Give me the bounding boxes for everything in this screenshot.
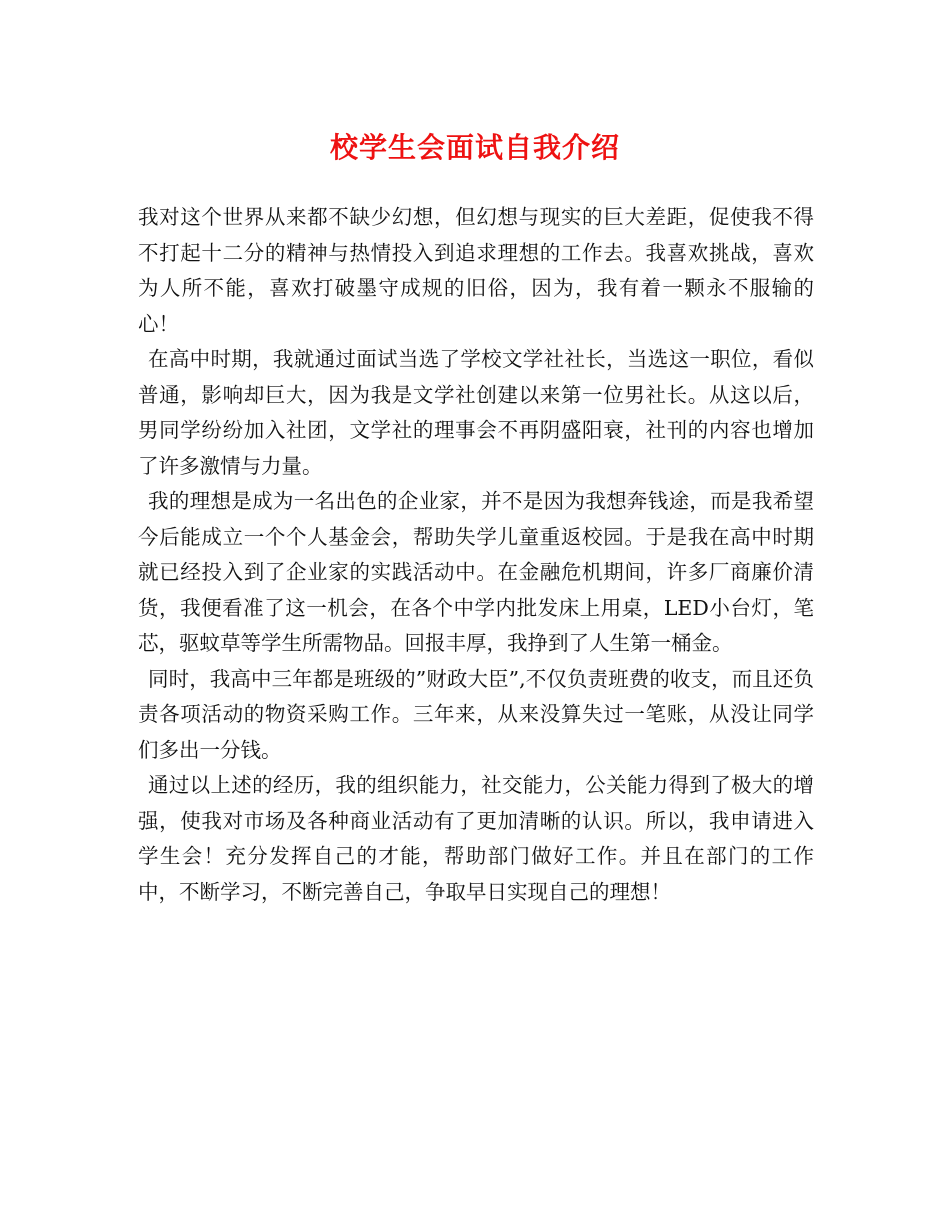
paragraph-conclusion: 通过以上述的经历，我的组织能力，社交能力，公关能力得到了极大的增强，使我对市场及各种商业活动有了更加清晰的认识。所以，我申请进入学生会！充分发挥自己的才能，帮助部门做好工作。并且在部门的工作中，不断学习，不断完善自己，争取早日实现自己的理想！ [138, 773, 814, 904]
document-title: 校学生会面试自我介绍 [329, 131, 620, 164]
paragraph-finance-minister: 同时，我高中三年都是班级的”财政大臣”,不仅负责班费的收支，而且还负责各项活动的物资采购工作。三年来，从来没算失过一笔账，从没让同学们多出一分钱。 [138, 666, 814, 762]
paragraph-intro: 我对这个世界从来都不缺少幻想，但幻想与现实的巨大差距，促使我不得不打起十二分的精神与热情投入到追求理想的工作去。我喜欢挑战，喜欢为人所不能，喜欢打破墨守成规的旧俗，因为，我有着一颗永不服输的心！ [138, 205, 814, 336]
document-body [138, 200, 814, 910]
paragraph-entrepreneur: 我的理想是成为一名出色的企业家，并不是因为我想奔钱途，而是我希望今后能成立一个个人基金会，帮助失学儿童重返校园。于是我在高中时期就已经投入到了企业家的实践活动中。在金融危机期间，许多厂商廉价清货，我便看准了这一机会，在各个中学内批发床上用桌，LED小台灯，笔芯，驱蚊草等学生所需物品。回报丰厚，我挣到了人生第一桶金。 [138, 489, 814, 655]
paragraph-literature-club: 在高中时期，我就通过面试当选了学校文学社社长，当选这一职位，看似普通，影响却巨大，因为我是文学社创建以来第一位男社长。从这以后，男同学纷纷加入社团，文学社的理事会不再阴盛阳衰，社刊的内容也增加了许多激情与力量。 [138, 347, 814, 478]
